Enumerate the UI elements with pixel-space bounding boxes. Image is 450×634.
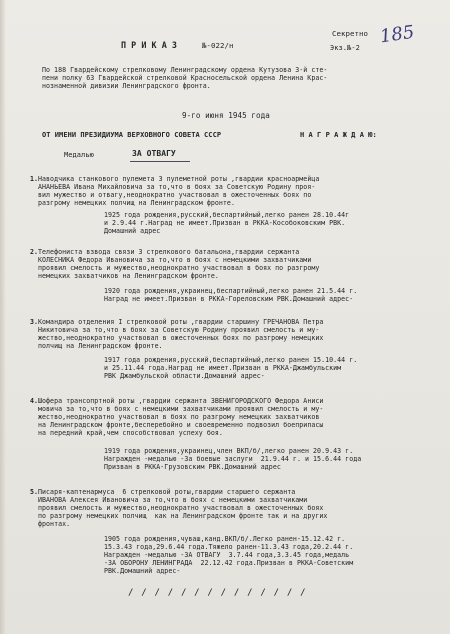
entry-4-line: Шофера трансопртной роты ,гвардии сержанта ЗВЕНИГОРОДСКОГО Федора Аниси [38, 397, 324, 405]
authority-line: ОТ ИМЕНИ ПРЕЗИДИУМА ВЕРХОВНОГО СОВЕТА СССР [42, 131, 222, 139]
classification-stamp: Секретно [332, 29, 368, 38]
entry-2-number: 2. [30, 248, 39, 256]
entry-5-bio: РВК.Домашний адрес- [104, 567, 181, 575]
entry-4-line: на Ленинградском фронте,бесперебойно и своевременно подвозил боеприпасы [38, 421, 324, 429]
entry-2-line: Телефониста взвода связи 3 стрелкового батальона,гвардии сержанта [38, 248, 300, 256]
entry-3-line: полчищ на Ленинградском фронте. [38, 342, 163, 350]
entry-1-bio: Домашний адрес [104, 227, 161, 235]
entry-5-line: по разгрому немецких полчищ как на Ленинградском фронте так и на других [38, 512, 328, 520]
entry-3-line: жество,неоднократно участвовал в ожесточенных боях по разгрому немецких [38, 334, 324, 342]
order-date: 9-го июня 1945 года [182, 111, 270, 120]
entry-4-bio: 1919 года рождения,украинец,член ВКП/б/,легко ранен 20.9.43 г. [104, 447, 354, 455]
entry-5-bio: Награжден -медалью -ЗА ОТВАГУ 3.7.44 года,3.3.45 года,медаль [104, 551, 350, 559]
entry-5-bio: 15.3.43 года,29.6.44 года.Тяжело ранен-11.3.43 года,20.2.44 г. [104, 543, 354, 551]
entry-4-bio: Награжден -медалью -За боевые заслуги 21.9.44 г. и 15.6.44 года [104, 455, 362, 463]
medal-prefix: Медалью [64, 151, 94, 159]
entry-5-bio: -ЗА ОБОРОНУ ЛЕНИНГРАДА 22.12.42 года.Призван в РККА-Советским [104, 559, 354, 567]
entry-2-line: проявил смелость и мужество,неоднократно участвовал в боях по разгрому [38, 264, 320, 272]
entry-1-line: разгрому немецких полчищ на Ленинградском фронте. [38, 199, 235, 207]
entry-4-line: жество,неоднократно участвовал в боях по разгрому немецких захватчиков [38, 413, 320, 421]
entry-1-line: вил мужество и отвагу,неоднократно участвовал в ожесточенных боях по [38, 191, 312, 199]
entry-1-bio: 1925 года рождения,русский,беспартийный,легко ранен 28.10.44г [104, 211, 350, 219]
medal-underline [130, 161, 190, 162]
entry-2-line: КОЛЕСНИКА Федора Ивановича за то,что в боях с немецкими захватчиками [38, 256, 312, 264]
entry-5-line: проявил смелость и мужество,неоднократно участвовал в ожесточенных боях [38, 504, 324, 512]
entry-3-bio: 1917 года рождения,русский,беспартийный,легко ранен 15.10.44 г. [104, 356, 358, 364]
copy-number: Экз.№-2 [330, 44, 360, 52]
entry-4-line: мовича за то,что в боях с немецкими захватчиками проявил смелость и му- [38, 405, 324, 413]
entry-1-line: АНАНЬЕВА Ивана Михайловича за то,что в боях за Советскую Родину проя- [38, 183, 316, 191]
footer-slash-marks: / / / / / / / / / / / / / / [128, 588, 307, 598]
entry-3-line: Никитовича за то,что в боях за Советскую Родину проявил смелость и му- [38, 326, 320, 334]
entry-2-bio: Наград не имеет.Призван в РККА-Гореловским РВК.Домашний адрес- [104, 295, 354, 303]
entry-1-bio: и 2.9.44 г.Наград не имеет.Призван в РККА-Кособоковским РВК. [104, 219, 346, 227]
entry-1-line: Наводчика станкового пулемета 3 пулеметной роты ,гвардии красноармейца [38, 175, 320, 183]
medal-name: ЗА ОТВАГУ [132, 149, 176, 158]
entry-5-line: фронтах. [38, 520, 71, 528]
entry-4-number: 4. [30, 397, 39, 405]
order-title: П Р И К А З [121, 40, 178, 50]
unit-line-1: По 188 Гвардейскому стрелковому Ленинградскому ордена Кутузова 3-й сте- [42, 66, 328, 74]
entry-1-number: 1. [30, 175, 39, 183]
entry-5-line: Писаря-каптенармуса 6 стрелковой роты,гвардии старшего сержанта [38, 488, 296, 496]
entry-4-bio: Призван в РККА-Грузовским РВК.Домашний адрес [104, 463, 281, 471]
entry-2-bio: 1920 года рождения,украинец,беспартийный,легко ранен 21.5.44 г. [104, 287, 358, 295]
entry-3-bio: РВК Джамбульской области.Домашний адрес- [104, 372, 265, 380]
entry-2-line: немецких захватчиков на Ленинградском фронте. [38, 272, 219, 280]
entry-5-number: 5. [30, 488, 39, 496]
unit-line-2: пени полку 63 Гвардейской стрелковой Красносельской ордена Ленина Крас- [42, 74, 328, 82]
order-number: №-022/н [202, 41, 234, 50]
entry-3-line: Командира отделения I стрелковой роты ,гвардии старшину ГРЕЧАНОВА Петра [38, 318, 324, 326]
unit-line-3: нознаменной дивизии Ленинградского фронта. [42, 82, 211, 90]
award-verb: Н А Г Р А Ж Д А Ю: [300, 131, 377, 139]
handwritten-number: 185 [378, 21, 416, 48]
entry-3-bio: и 25.11.44 года.Наград не имеет.Призван в РККА-Джамбульским [104, 364, 342, 372]
entry-4-line: на передний край,чем способствовал успеху боя. [38, 429, 223, 437]
entry-5-bio: 1905 года рождения,чуваш,канд.ВКП/б/.Легко ранен-15.12.42 г. [104, 535, 346, 543]
entry-3-number: 3. [30, 318, 39, 326]
scan-edge-shadow [0, 0, 6, 634]
entry-5-line: ИВАНОВА Алексея Ивановича за то,что в боях с немецкими захватчиками [38, 496, 308, 504]
